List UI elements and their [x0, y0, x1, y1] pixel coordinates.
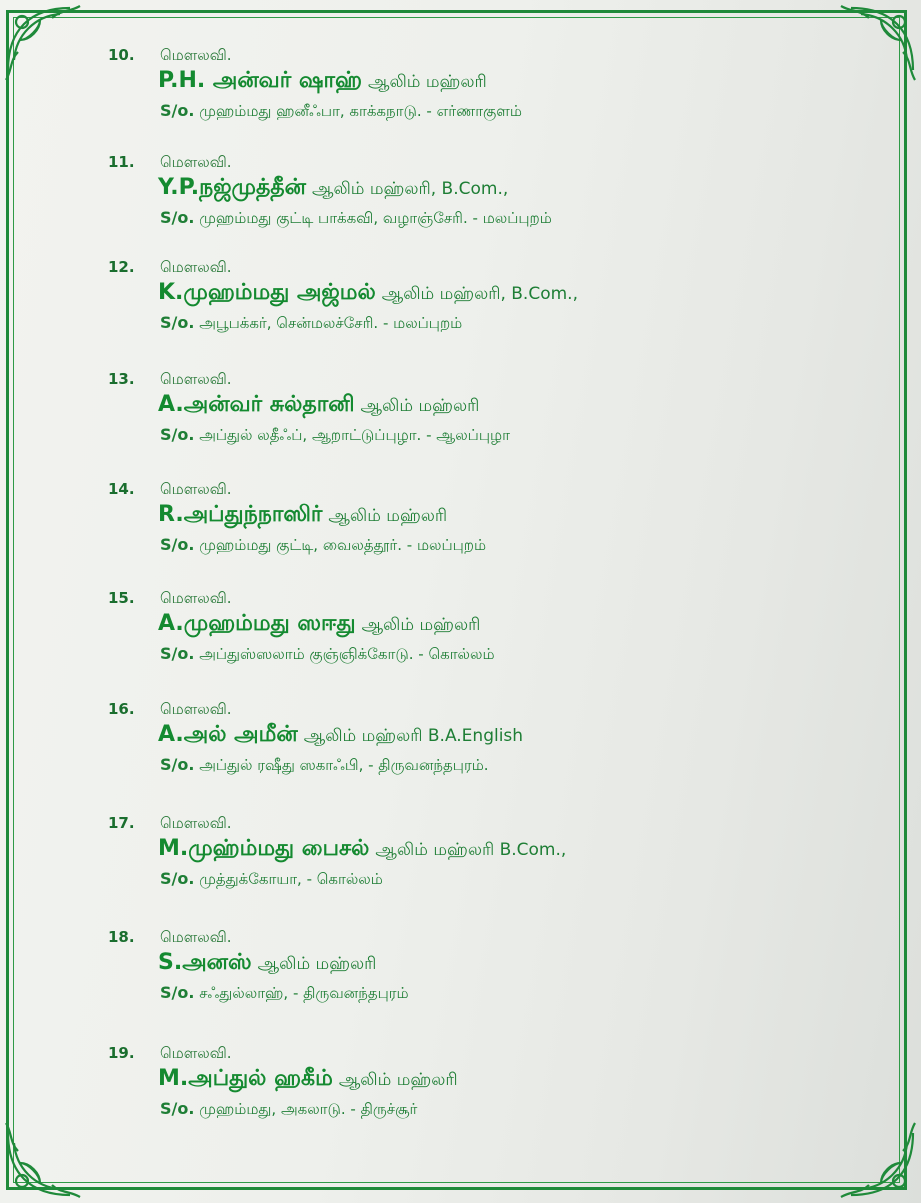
entry-number: 14.: [108, 480, 135, 498]
parent-line: [160, 425, 510, 446]
list-item: [0, 258, 921, 358]
entry-number: 13.: [108, 370, 135, 388]
entry-title: மௌலவி.: [160, 814, 232, 832]
entry-name: Y.P.நஜ்முத்தீன்: [158, 175, 306, 200]
parent-line: [160, 208, 552, 229]
son-of-label: S/o.: [160, 425, 195, 444]
entry-name: K.முஹம்மது அஜ்மல்: [158, 280, 376, 305]
son-of-label: S/o.: [160, 755, 195, 774]
entry-qualification: ஆலிம் மஹ்லரி, B.Com.,: [381, 284, 578, 304]
list-item: [0, 700, 921, 800]
parent-details: சஃதுல்லாஹ், - திருவனந்தபுரம்: [199, 984, 409, 1002]
parent-details: அபூபக்கர், சென்மலச்சேரி. - மலப்புறம்: [199, 314, 463, 332]
entry-qualification: ஆலிம் மஹ்லரி B.Com.,: [375, 840, 567, 860]
entry-title: மௌலவி.: [160, 153, 232, 171]
entry-number: 15.: [108, 589, 135, 607]
son-of-label: S/o.: [160, 644, 195, 663]
entry-name: A.அல் அமீன்: [158, 722, 298, 747]
list-item: [0, 928, 921, 1028]
entry-title: மௌலவி.: [160, 370, 232, 388]
parent-details: முத்துக்கோயா, - கொல்லம்: [199, 870, 383, 888]
entry-title: மௌலவி.: [160, 1044, 232, 1062]
parent-line: [160, 101, 522, 122]
entry-title: மௌலவி.: [160, 480, 232, 498]
entry-number: 12.: [108, 258, 135, 276]
list-item: [0, 589, 921, 689]
list-item: [0, 370, 921, 470]
list-item: [0, 46, 921, 146]
entry-number: 10.: [108, 46, 135, 64]
list-item: [0, 153, 921, 253]
entry-name: A.அன்வர் சுல்தானி: [158, 392, 355, 417]
parent-line: [160, 1099, 417, 1120]
name-line: [158, 950, 376, 978]
entry-number: 19.: [108, 1044, 135, 1062]
entry-title: மௌலவி.: [160, 589, 232, 607]
parent-details: முஹம்மது ஹனீஃபா, காக்கநாடு. - எர்ணாகுளம்: [199, 102, 522, 120]
name-line: [158, 611, 480, 639]
name-line: [158, 836, 566, 864]
entry-qualification: ஆலிம் மஹ்லரி: [367, 72, 487, 92]
parent-details: அப்துஸ்ஸலாம் குஞ்ஞிக்கோடு. - கொல்லம்: [199, 645, 495, 663]
entry-qualification: ஆலிம் மஹ்லரி B.A.English: [303, 726, 524, 746]
son-of-label: S/o.: [160, 208, 195, 227]
son-of-label: S/o.: [160, 313, 195, 332]
entry-qualification: ஆலிம் மஹ்லரி: [338, 1070, 458, 1090]
entry-name: A.முஹம்மது ஸஈது: [158, 611, 356, 636]
parent-line: [160, 644, 495, 665]
entry-name: R.அப்துந்நாஸிர்: [158, 502, 323, 527]
son-of-label: S/o.: [160, 1099, 195, 1118]
parent-line: [160, 755, 489, 776]
son-of-label: S/o.: [160, 869, 195, 888]
entry-name: M.அப்துல் ஹகீம்: [158, 1066, 333, 1091]
son-of-label: S/o.: [160, 101, 195, 120]
entry-qualification: ஆலிம் மஹ்லரி, B.Com.,: [311, 179, 509, 199]
entry-title: மௌலவி.: [160, 258, 232, 276]
entry-qualification: ஆலிம் மஹ்லரி: [361, 615, 481, 635]
list-item: [0, 814, 921, 914]
parent-line: [160, 869, 383, 890]
entry-qualification: ஆலிம் மஹ்லரி: [360, 396, 480, 416]
entry-number: 18.: [108, 928, 135, 946]
entry-title: மௌலவி.: [160, 700, 232, 718]
name-line: [158, 1066, 458, 1094]
parent-line: [160, 983, 409, 1004]
son-of-label: S/o.: [160, 983, 195, 1002]
parent-details: அப்துல் ரஷீது ஸகாஃபி, - திருவனந்தபுரம்.: [199, 756, 489, 774]
name-line: [158, 175, 508, 203]
entry-name: P.H. அன்வர் ஷாஹ்: [158, 68, 362, 93]
parent-line: [160, 313, 462, 334]
entry-number: 11.: [108, 153, 135, 171]
name-line: [158, 280, 578, 308]
parent-details: முஹம்மது குட்டி, வைலத்தூர். - மலப்புறம்: [199, 536, 487, 554]
name-line: [158, 68, 487, 96]
parent-details: அப்துல் லதீஃப், ஆறாட்டுப்புழா. - ஆலப்புழா: [199, 426, 510, 444]
name-line: [158, 392, 479, 420]
entry-title: மௌலவி.: [160, 46, 232, 64]
list-item: [0, 480, 921, 580]
entry-qualification: ஆலிம் மஹ்லரி: [328, 506, 448, 526]
name-line: [158, 502, 447, 530]
entry-title: மௌலவி.: [160, 928, 232, 946]
parent-details: முஹம்மது குட்டி பாக்கவி, வழாஞ்சேரி. - மலப்புறம்: [199, 209, 552, 227]
entry-qualification: ஆலிம் மஹ்லரி: [257, 954, 377, 974]
entry-number: 16.: [108, 700, 135, 718]
entry-number: 17.: [108, 814, 135, 832]
name-line: [158, 722, 523, 750]
entry-name: M.முஹ்ம்மது பைசல்: [158, 836, 370, 861]
parent-line: [160, 535, 486, 556]
parent-details: முஹம்மது, அகலாடு. - திருச்சூர்: [199, 1100, 418, 1118]
son-of-label: S/o.: [160, 535, 195, 554]
list-item: [0, 1044, 921, 1144]
entry-name: S.அனஸ்: [158, 950, 252, 975]
